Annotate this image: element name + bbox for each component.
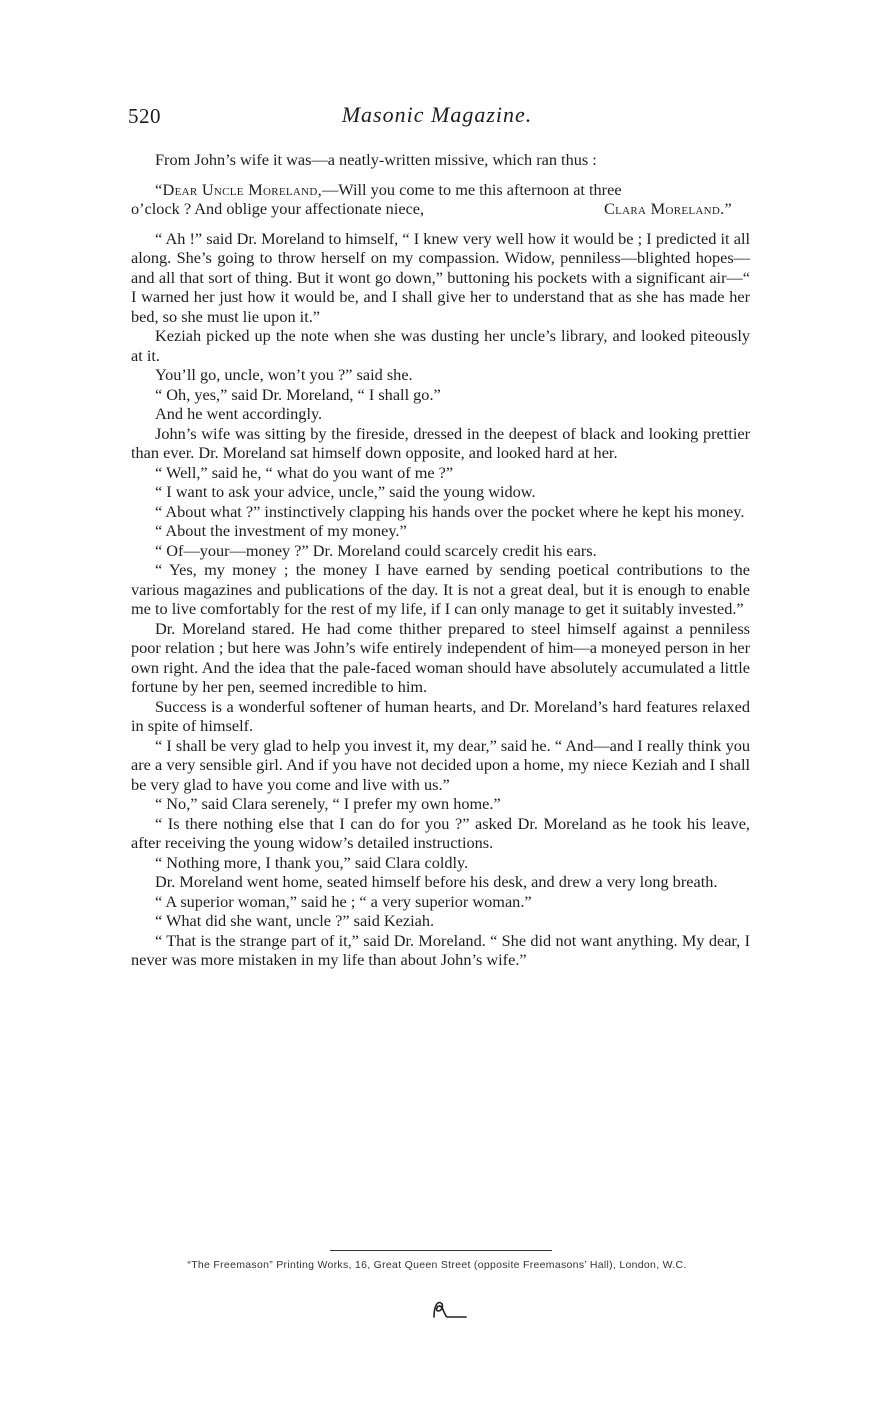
paragraph: Dr. Moreland stared. He had come thither prepared to steel himself against a penniless poor relation ; but here was John’s wife entirely independent of him—a moneyed person in her own right. And the idea that the pale-faced woman should have absolutely accumulated a little fortune by her pen, seemed incredible to him.: [131, 618, 750, 696]
running-title: Masonic Magazine.: [341, 102, 533, 127]
paragraph: “ About what ?” instinctively clapping his hands over the pocket where he kept his money.: [155, 501, 745, 521]
letter-line-2: [131, 199, 750, 219]
letter-body-2: o’clock ? And oblige your affectionate niece,: [131, 199, 425, 218]
paragraph: And he went accordingly.: [155, 404, 323, 423]
paragraph: “ No,” said Clara serenely, “ I prefer my own home.”: [155, 794, 501, 813]
paragraph: Keziah picked up the note when she was dusting her uncle’s library, and looked piteously at it.: [131, 326, 750, 365]
page-header: [0, 100, 874, 134]
paragraph: Dr. Moreland went home, seated himself before his desk, and drew a very long breath.: [155, 872, 718, 891]
letter-line-1: [131, 180, 750, 200]
paragraph: You’ll go, uncle, won’t you ?” said she.: [155, 365, 413, 384]
paragraph: Success is a wonderful softener of human hearts, and Dr. Moreland’s hard features relaxed in spite of himself.: [131, 696, 750, 735]
paragraph-list: [131, 229, 750, 970]
footer-rule: [330, 1250, 552, 1251]
article-body: [131, 150, 750, 970]
paragraph: “ Yes, my money ; the money I have earned by sending poetical contributions to the various magazines and publications of the day. It is not a great deal, but it is enough to enable me to live comfortably for the rest of my life, if I can only manage to get it suitably invested.”: [131, 560, 750, 618]
paragraph: “ About the investment of my money.”: [155, 521, 407, 540]
paragraph: “ What did she want, uncle ?” said Keziah.: [155, 911, 435, 930]
paragraph: “ Oh, yes,” said Dr. Moreland, “ I shall go.”: [155, 384, 441, 404]
paragraph: “ Well,” said he, “ what do you want of me ?”: [155, 462, 454, 482]
letter-body-1: —Will you come to me this afternoon at three: [322, 179, 622, 199]
letter-intro: From John’s wife it was—a neatly-written missive, which ran thus :: [155, 150, 597, 169]
paragraph: “ I want to ask your advice, uncle,” said the young widow.: [155, 482, 536, 501]
paragraph: “ Nothing more, I thank you,” said Clara coldly.: [155, 852, 469, 872]
printer-imprint: “The Freemason” Printing Works, 16, Great Queen Street (opposite Freemasons’ Hall), London, W.C.: [187, 1259, 687, 1271]
handwritten-mark: [430, 1295, 470, 1330]
paragraph: “ A superior woman,” said he ; “ a very superior woman.”: [155, 891, 532, 911]
paragraph: “ I shall be very glad to help you invest it, my dear,” said he. “ And—and I really think you are a very sensible girl. And if you have not decided upon a home, my niece Keziah and I shall be very glad to have you come and live with us.”: [131, 735, 750, 794]
page-number: 520: [128, 104, 161, 128]
letter-salutation: “Dear Uncle Moreland,: [155, 179, 322, 199]
paragraph: “ Is there nothing else that I can do for you ?” asked Dr. Moreland as he took his leave, after receiving the young widow’s detailed instructions.: [131, 813, 750, 852]
paragraph: “ Ah !” said Dr. Moreland to himself, “ I knew very well how it would be ; I predicted it all along. She’s going to throw herself on my compassion. Widow, penniless—blighted hopes—and all that sort of thing. But it wont go down,” buttoning his pockets with a significant air—“ I warned her just how it would be, and I shall give her to understand that as she has made her bed, so she must lie upon it.”: [131, 228, 750, 326]
paragraph: John’s wife was sitting by the fireside, dressed in the deepest of black and looking prettier than ever. Dr. Moreland sat himself down opposite, and looked hard at her.: [131, 423, 750, 462]
paragraph: “ Of—your—money ?” Dr. Moreland could scarcely credit his ears.: [155, 540, 597, 560]
letter-signature: Clara Moreland.”: [604, 199, 732, 218]
paragraph: “ That is the strange part of it,” said Dr. Moreland. “ She did not want anything. My dear, I never was more mistaken in my life than about John’s wife.”: [131, 930, 750, 969]
